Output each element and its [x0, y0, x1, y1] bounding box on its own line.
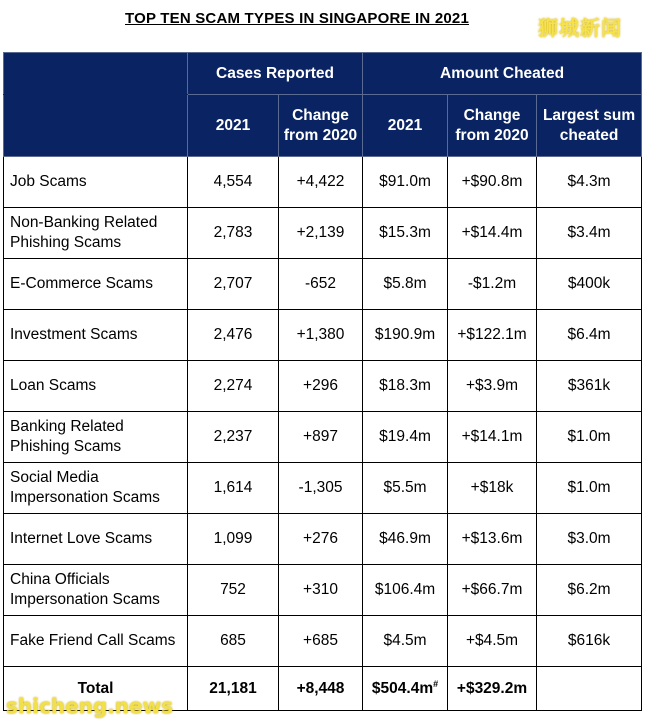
amount-change-cell: +$18k [448, 463, 537, 514]
scam-type-cell: Non-Banking Related Phishing Scams [4, 208, 188, 259]
cases-2021-cell: 4,554 [188, 157, 279, 208]
amount-change-cell: +$13.6m [448, 514, 537, 565]
header-cases-2021: 2021 [188, 95, 279, 157]
amount-change-cell: +$4.5m [448, 616, 537, 667]
largest-sum-cell: $361k [537, 361, 642, 412]
header-cases-change: Change from 2020 [279, 95, 363, 157]
header-amount-cheated: Amount Cheated [363, 53, 642, 95]
cases-change-cell: -1,305 [279, 463, 363, 514]
total-label: Total [4, 667, 188, 711]
cases-change-cell: +276 [279, 514, 363, 565]
amount-change-cell: +$122.1m [448, 310, 537, 361]
amount-change-cell: +$90.8m [448, 157, 537, 208]
amount-change-cell: +$14.4m [448, 208, 537, 259]
total-cases-change: +8,448 [279, 667, 363, 711]
amount-2021-cell: $91.0m [363, 157, 448, 208]
cases-change-cell: +1,380 [279, 310, 363, 361]
largest-sum-cell: $400k [537, 259, 642, 310]
largest-sum-cell: $6.2m [537, 565, 642, 616]
largest-sum-cell: $3.4m [537, 208, 642, 259]
amount-change-cell: +$3.9m [448, 361, 537, 412]
cases-2021-cell: 2,237 [188, 412, 279, 463]
total-amount: $504.4m# [363, 667, 448, 711]
amount-2021-cell: $190.9m [363, 310, 448, 361]
largest-sum-cell: $1.0m [537, 463, 642, 514]
largest-sum-cell: $6.4m [537, 310, 642, 361]
cases-2021-cell: 2,476 [188, 310, 279, 361]
cases-2021-cell: 1,614 [188, 463, 279, 514]
header-blank-cell [4, 53, 188, 95]
cases-2021-cell: 2,783 [188, 208, 279, 259]
total-largest [537, 667, 642, 711]
table-row [4, 463, 642, 514]
table-row [4, 208, 642, 259]
header-amount-2021: 2021 [363, 95, 448, 157]
table-row [4, 514, 642, 565]
cases-2021-cell: 2,707 [188, 259, 279, 310]
scam-type-cell: China Officials Impersonation Scams [4, 565, 188, 616]
page-title: TOP TEN SCAM TYPES IN SINGAPORE IN 2021 [125, 10, 469, 27]
scam-type-cell: E-Commerce Scams [4, 259, 188, 310]
amount-2021-cell: $46.9m [363, 514, 448, 565]
cases-2021-cell: 1,099 [188, 514, 279, 565]
scam-type-cell: Fake Friend Call Scams [4, 616, 188, 667]
cases-2021-cell: 685 [188, 616, 279, 667]
scam-type-cell: Loan Scams [4, 361, 188, 412]
amount-2021-cell: $19.4m [363, 412, 448, 463]
cases-2021-cell: 752 [188, 565, 279, 616]
scam-type-cell: Internet Love Scams [4, 514, 188, 565]
table-row [4, 361, 642, 412]
amount-change-cell: +$14.1m [448, 412, 537, 463]
scam-type-cell: Investment Scams [4, 310, 188, 361]
amount-2021-cell: $106.4m [363, 565, 448, 616]
cases-change-cell: -652 [279, 259, 363, 310]
cases-change-cell: +897 [279, 412, 363, 463]
cases-change-cell: +296 [279, 361, 363, 412]
scam-type-cell: Social Media Impersonation Scams [4, 463, 188, 514]
amount-2021-cell: $5.5m [363, 463, 448, 514]
table-row [4, 259, 642, 310]
watermark-logo-bottom: shicheng.news [6, 694, 173, 718]
watermark-logo-top: 狮城新闻 [538, 16, 622, 40]
amount-2021-cell: $15.3m [363, 208, 448, 259]
header-largest-sum: Largest sum cheated [537, 95, 642, 157]
header-cases-reported: Cases Reported [188, 53, 363, 95]
largest-sum-cell: $4.3m [537, 157, 642, 208]
cases-change-cell: +685 [279, 616, 363, 667]
table-row [4, 616, 642, 667]
cases-2021-cell: 2,274 [188, 361, 279, 412]
table-row [4, 565, 642, 616]
table-row [4, 310, 642, 361]
scam-type-cell: Banking Related Phishing Scams [4, 412, 188, 463]
largest-sum-cell: $616k [537, 616, 642, 667]
largest-sum-cell: $3.0m [537, 514, 642, 565]
total-cases: 21,181 [188, 667, 279, 711]
cases-change-cell: +310 [279, 565, 363, 616]
header-blank-cell-2 [4, 95, 188, 157]
table-row [4, 412, 642, 463]
amount-change-cell: -$1.2m [448, 259, 537, 310]
total-amount-change: +$329.2m [448, 667, 537, 711]
amount-change-cell: +$66.7m [448, 565, 537, 616]
header-amount-change: Change from 2020 [448, 95, 537, 157]
scam-types-table [3, 52, 642, 711]
amount-2021-cell: $18.3m [363, 361, 448, 412]
largest-sum-cell: $1.0m [537, 412, 642, 463]
cases-change-cell: +2,139 [279, 208, 363, 259]
table-row [4, 157, 642, 208]
scam-type-cell: Job Scams [4, 157, 188, 208]
amount-2021-cell: $5.8m [363, 259, 448, 310]
cases-change-cell: +4,422 [279, 157, 363, 208]
amount-2021-cell: $4.5m [363, 616, 448, 667]
